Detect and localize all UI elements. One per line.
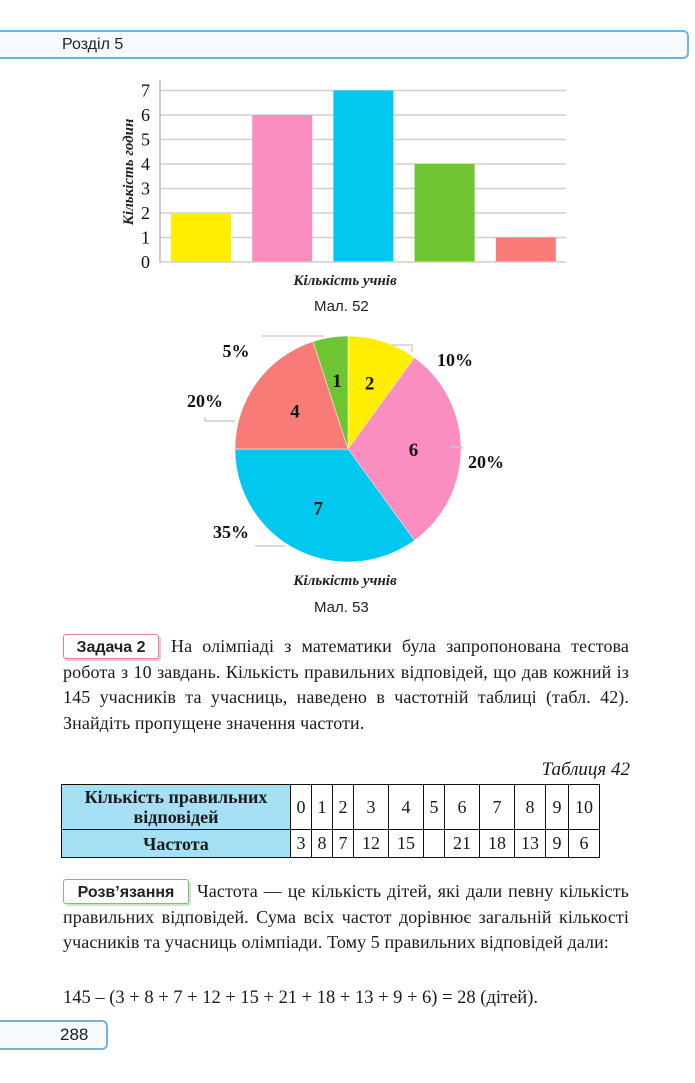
slice-percent-label: 5% [222,341,250,361]
frequency-cell: 6 [569,830,600,858]
y-tick-label: 4 [141,154,150,174]
answer-cell: 2 [333,785,354,830]
frequency-cell: 8 [312,830,333,858]
answer-cell: 7 [480,785,515,830]
answer-cell: 4 [389,785,424,830]
answer-cell: 10 [569,785,600,830]
page-number-box [0,1020,108,1050]
y-tick-label: 7 [141,80,150,101]
row-header-frequency: Частота [62,830,291,858]
answer-cell: 5 [424,785,445,830]
task-label: Задача 2 [63,634,159,659]
solution-text: Частота — це кількість дітей, які дали певну кількість правильних відповідей. Сума всіх частот дорівнює загальній кількості учасників та учасниць олімпіади. Тому 5 правильних відповідей дали: [63,881,629,952]
slice-value-label: 7 [313,498,323,520]
y-axis-label: Кількість годин [121,118,137,226]
section-title: Розділ 5 [62,36,124,53]
slice-value-label: 2 [364,373,375,395]
answer-cell: 6 [445,785,480,830]
y-tick-label: 5 [141,129,150,150]
slice-value-label: 4 [290,401,300,423]
slice-value-label: 6 [408,440,419,461]
frequency-cell: 21 [445,830,480,858]
solution-formula: 145 – (3 + 8 + 7 + 12 + 15 + 21 + 18 + 13 + 9 + 6) = 28 (дітей). [63,988,538,1008]
frequency-cell: 13 [515,830,546,858]
page-number: 288 [60,1025,89,1044]
y-tick-label: 6 [141,105,150,125]
frequency-cell: 15 [389,830,424,858]
row-header-answers: Кількість правильних відповідей [62,785,291,830]
slice-percent-label: 20% [187,391,223,411]
slice-percent-label: 20% [468,452,504,472]
leader-line [205,417,235,421]
frequency-cell: 18 [480,830,515,858]
task-text: На олімпіаді з математики була запропонована тестова робота з 10 завдань. Кількість правильних відповідей, що дав кожний із 145 учасників та учасниць, наведено в частотній таблиці (табл. 42). Знайдіть пропущене значення частоти. [63,636,629,733]
answer-cell: 3 [354,785,389,830]
slice-value-label: 1 [332,370,342,392]
frequency-cell: 3 [291,830,312,858]
y-tick-label: 3 [141,178,150,199]
table-row-frequencies [62,830,600,858]
answer-cell: 1 [312,785,333,830]
frequency-cell-missing [424,830,445,858]
bar-chart-caption: Мал. 52 [314,298,369,315]
y-tick-label: 2 [141,203,150,223]
y-tick-label: 0 [141,252,150,272]
answer-cell: 0 [291,785,312,830]
answer-cell: 8 [515,785,546,830]
solution-label: Розв’язання [63,879,189,904]
frequency-table [61,784,600,858]
y-tick-label: 1 [141,227,150,248]
pie-xlabel: Кількість учнів [293,573,397,589]
table-row-answers [62,785,600,830]
frequency-cell: 7 [333,830,354,858]
pie-chart-caption: Мал. 53 [314,599,369,616]
slice-percent-label: 35% [213,522,249,542]
frequency-cell: 9 [546,830,569,858]
frequency-cell: 12 [354,830,389,858]
table-caption: Таблиця 42 [541,759,630,780]
answer-cell: 9 [546,785,569,830]
x-axis-label: Кількість учнів [293,273,397,289]
slice-percent-label: 10% [437,350,473,370]
